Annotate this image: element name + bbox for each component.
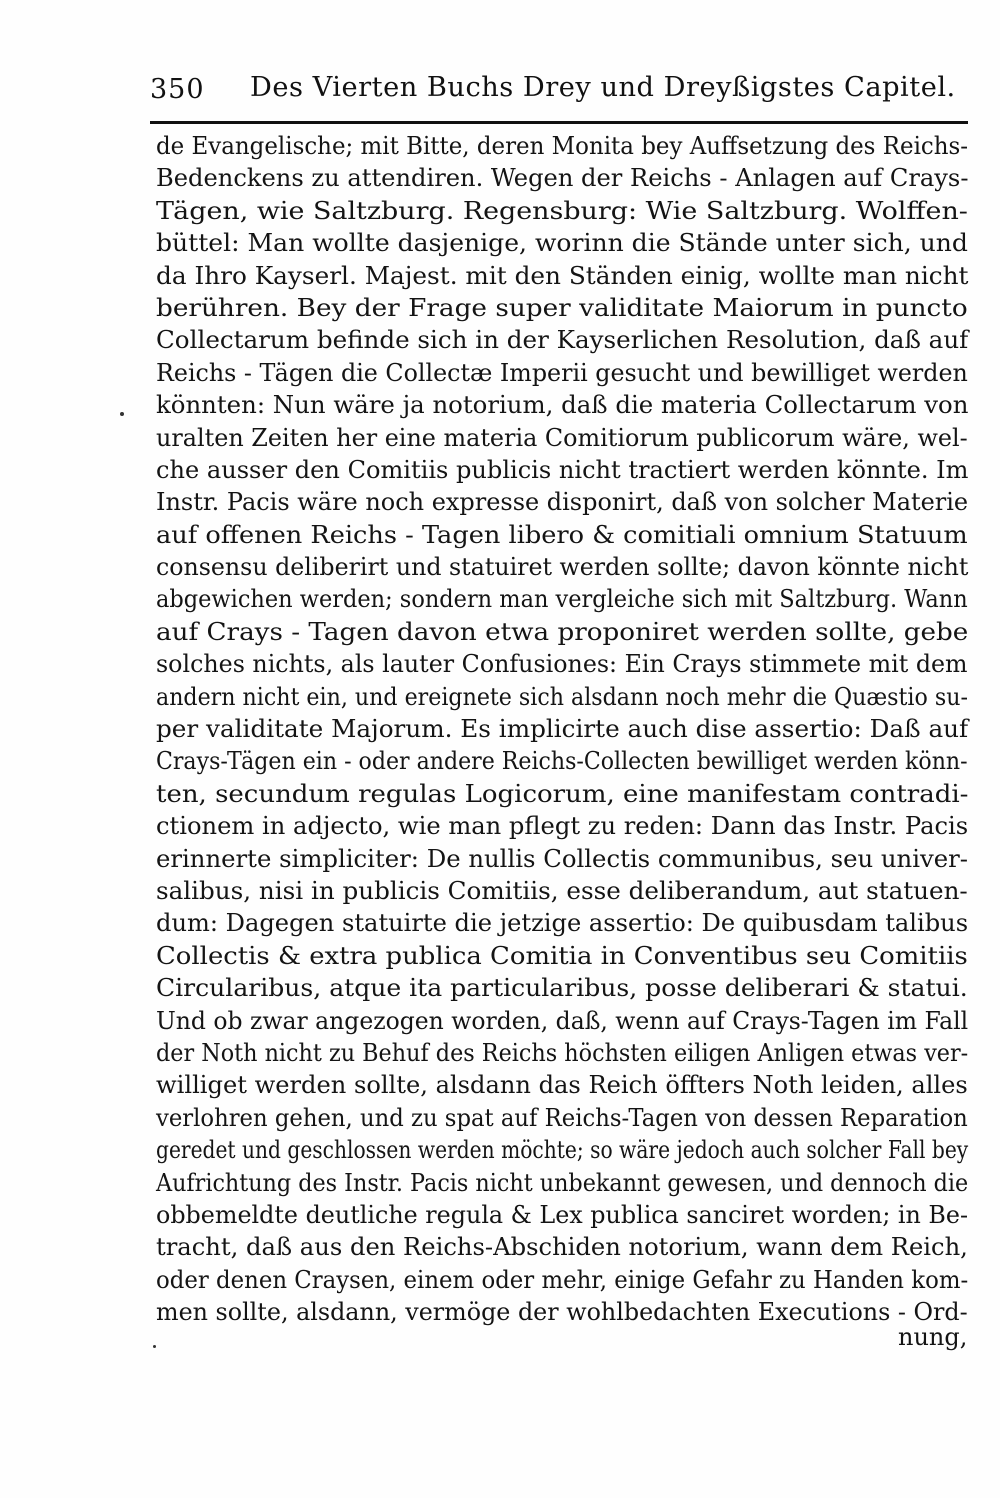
page-header [150, 72, 962, 112]
text-line: uralten Zeiten her eine materia Comitiorum publicorum wäre, wel- [156, 423, 968, 452]
text-line: oder denen Craysen, einem oder mehr, einige Gefahr zu Handen kom- [156, 1265, 969, 1294]
text-line: Instr. Pacis wäre noch expresse disponirt, daß von solcher Materie [156, 488, 969, 517]
text-line: Tägen, wie Saltzburg. Regensburg: Wie Saltzburg. Wolffen- [156, 196, 968, 225]
text-line: per validitate Majorum. Es implicirte auch dise assertio: Daß auf [156, 715, 969, 744]
text-line: williget werden sollte, alsdann das Reich öffters Noth leiden, alles [156, 1071, 968, 1100]
text-line: geredet und geschlossen werden möchte; so wäre jedoch auch solcher Fall bey [156, 1136, 969, 1165]
text-line: könnten: Nun wäre ja notorium, daß die materia Collectarum von [156, 391, 969, 420]
text-line: der Noth nicht zu Behuf des Reichs höchsten eiligen Anligen etwas ver- [156, 1038, 969, 1067]
text-line: Reichs - Tägen die Collectæ Imperii gesucht und bewilliget werden [156, 358, 968, 387]
text-line: büttel: Man wollte dasjenige, worinn die Stände unter sich, und [156, 229, 968, 258]
text-line: Crays-Tägen ein - oder andere Reichs-Collecten bewilliget werden könn- [156, 747, 968, 776]
text-line: andern nicht ein, und ereignete sich alsdann noch mehr die Quæstio su- [156, 682, 968, 711]
text-line: che ausser den Comitiis publicis nicht tractiert werden könnte. Im [156, 455, 969, 484]
text-line: de Evangelische; mit Bitte, deren Monita bey Auffsetzung des Reichs- [156, 132, 969, 160]
text-line: ten, secundum regulas Logicorum, eine manifestam contradi- [156, 779, 969, 808]
text-line: consensu deliberirt und statuiret werden sollte; davon könnte nicht [156, 553, 969, 582]
text-line: Und ob zwar angezogen worden, daß, wenn auf Crays-Tagen im Fall [156, 1006, 969, 1035]
text-line: tracht, daß aus den Reichs-Abschiden notorium, wann dem Reich, [156, 1233, 968, 1262]
text-line: dum: Dagegen statuirte die jetzige assertio: De quibusdam talibus [156, 909, 969, 938]
running-title: Des Vierten Buchs Drey und Dreyßigstes Capitel. [250, 72, 956, 103]
print-speck [153, 1345, 156, 1348]
text-line: verlohren gehen, und zu spat auf Reichs-Tagen von dessen Reparation [156, 1103, 968, 1132]
text-line: Bedenckens zu attendiren. Wegen der Reichs - Anlagen auf Crays- [156, 164, 969, 193]
print-speck [120, 412, 124, 416]
body-text [156, 130, 986, 1328]
header-rule [150, 121, 968, 124]
text-line: abgewichen werden; sondern man vergleiche sich mit Saltzburg. Wann [156, 585, 968, 614]
catchword: nung, [898, 1323, 968, 1351]
page-number: 350 [150, 74, 205, 105]
text-line: Collectarum befinde sich in der Kayserlichen Resolution, daß auf [156, 326, 969, 355]
text-line: auf Crays - Tagen davon etwa proponiret werden sollte, gebe [156, 617, 969, 646]
text-line: Collectis & extra publica Comitia in Conventibus seu Comitiis [156, 941, 968, 970]
text-line: salibus, nisi in publicis Comitiis, esse deliberandum, aut statuen- [156, 876, 968, 905]
text-line: da Ihro Kayserl. Majest. mit den Ständen einig, wollte man nicht [156, 261, 969, 290]
text-line: Circularibus, atque ita particularibus, posse deliberari & statui. [156, 974, 968, 1003]
text-line: auf offenen Reichs - Tagen libero & comitiali omnium Statuum [156, 520, 968, 549]
text-line: men sollte, alsdann, vermöge der wohlbedachten Executions - Ord- [156, 1298, 968, 1327]
text-line: berühren. Bey der Frage super validitate Maiorum in puncto [156, 293, 968, 322]
text-line: ctionem in adjecto, wie man pflegt zu reden: Dann das Instr. Pacis [156, 812, 969, 841]
text-line: erinnerte simpliciter: De nullis Collectis communibus, seu univer- [156, 844, 968, 873]
text-line: Aufrichtung des Instr. Pacis nicht unbekannt gewesen, und dennoch die [156, 1168, 969, 1197]
text-line: solches nichts, als lauter Confusiones: Ein Crays stimmete mit dem [156, 650, 968, 679]
text-line: obbemeldte deutliche regula & Lex publica sanciret worden; in Be- [156, 1200, 969, 1229]
